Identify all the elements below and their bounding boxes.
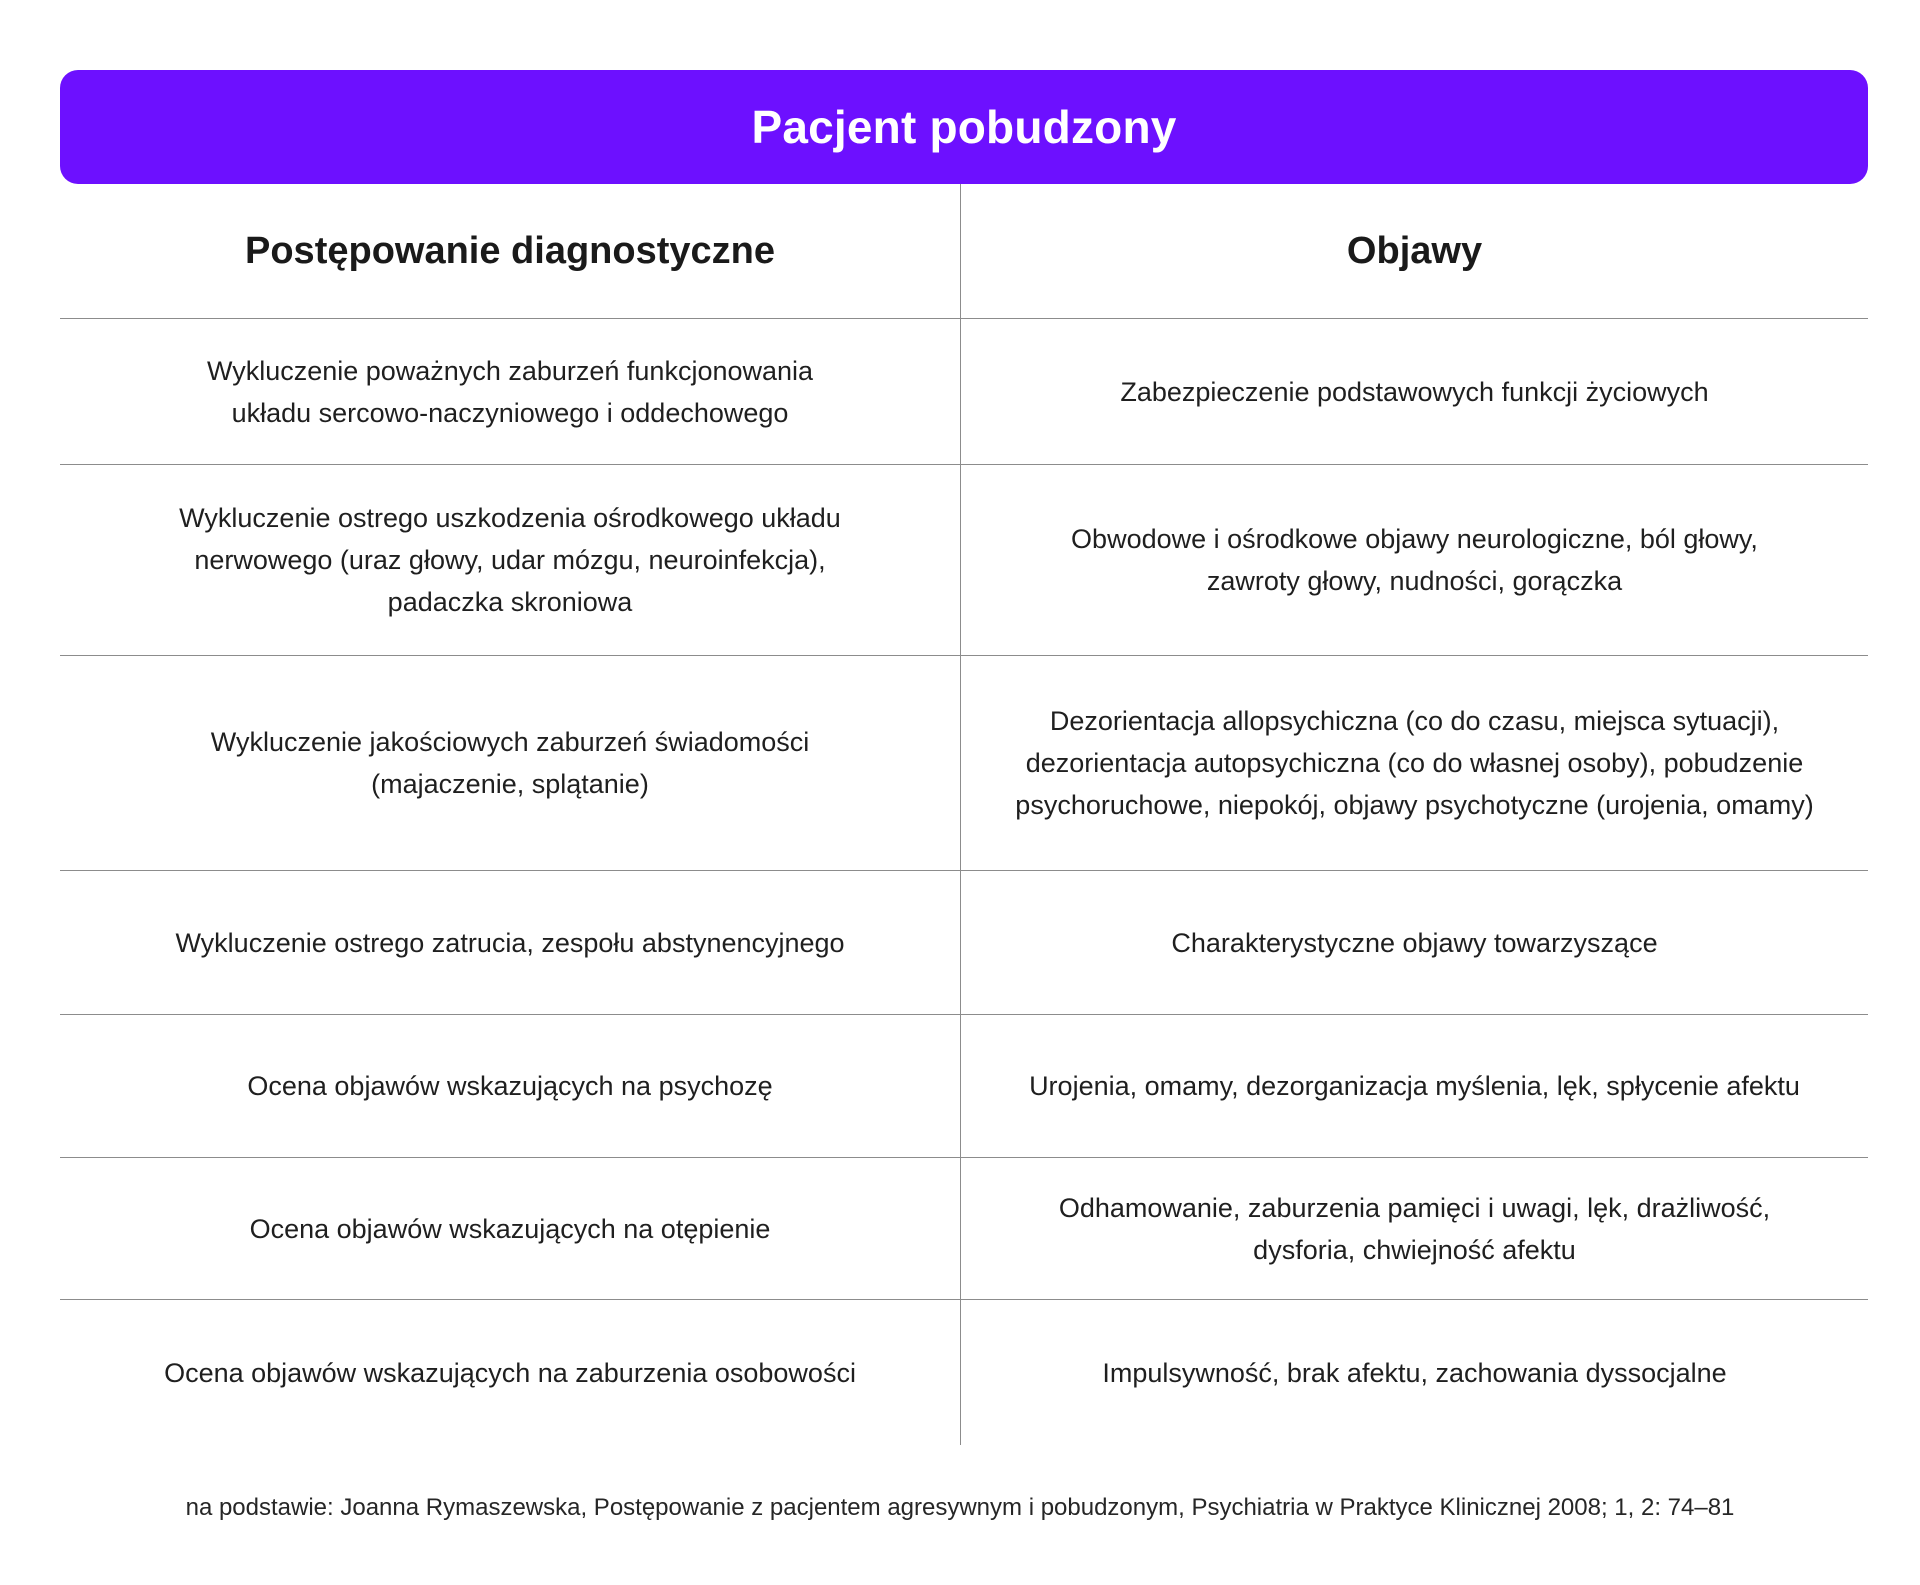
table-header-row	[60, 184, 1868, 319]
table-row	[60, 1158, 1868, 1300]
diagnostic-cell	[60, 871, 961, 1014]
title-banner	[60, 70, 1868, 184]
symptom-cell	[961, 1300, 1868, 1445]
diagnostic-cell	[60, 1300, 961, 1445]
symptom-cell	[961, 871, 1868, 1014]
diagnostic-cell	[60, 1015, 961, 1157]
diagnostic-text: Wykluczenie poważnych zaburzeń funkcjonowania układu sercowo-naczyniowego i oddechowego	[206, 355, 814, 428]
symptom-text: Odhamowanie, zaburzenia pamięci i uwagi, lęk, drażliwość, dysforia, chwiejność afektu	[1058, 1192, 1771, 1265]
table-row	[60, 319, 1868, 465]
diagnostic-text: Wykluczenie ostrego zatrucia, zespołu abstynencyjnego	[175, 927, 845, 958]
diagnostic-text: Wykluczenie ostrego uszkodzenia ośrodkowego układu nerwowego (uraz głowy, udar mózgu, neuroinfekcja), padaczka skroniowa	[179, 503, 841, 617]
diagnostic-cell	[60, 1158, 961, 1299]
symptom-text: Impulsywność, brak afektu, zachowania dyssocjalne	[1102, 1357, 1727, 1388]
symptom-cell	[961, 656, 1868, 870]
diagnostic-text: Ocena objawów wskazujących na otępienie	[249, 1213, 771, 1244]
symptom-cell	[961, 1158, 1868, 1299]
page-title: Pacjent pobudzony	[751, 101, 1177, 153]
symptom-text: Zabezpieczenie podstawowych funkcji życiowych	[1120, 376, 1709, 407]
diagnostic-cell	[60, 319, 961, 464]
symptom-text: Obwodowe i ośrodkowe objawy neurologiczne, ból głowy, zawroty głowy, nudności, gorączka	[1071, 524, 1758, 596]
symptom-cell	[961, 1015, 1868, 1157]
diagnostic-cell	[60, 656, 961, 870]
diagnostic-table	[60, 184, 1868, 1445]
column-header-symptoms: Objawy	[1346, 230, 1483, 272]
table-row	[60, 656, 1868, 871]
diagnostic-text: Ocena objawów wskazujących na zaburzenia osobowości	[164, 1357, 856, 1388]
column-header-diagnostics: Postępowanie diagnostyczne	[60, 184, 961, 318]
symptom-cell	[961, 465, 1868, 655]
diagnostic-text: Ocena objawów wskazujących na psychozę	[247, 1071, 773, 1101]
diagnostic-cell	[60, 465, 961, 655]
table-row	[60, 871, 1868, 1015]
symptom-cell	[961, 319, 1868, 464]
symptom-text: Charakterystyczne objawy towarzyszące	[1171, 927, 1658, 958]
symptom-text: Dezorientacja allopsychiczna (co do czasu, miejsca sytuacji), dezorientacja autopsychiczna (co do własnej osoby), pobudzenie psychoruchowe, niepokój, objawy psychotyczne (urojenia, omamy)	[1015, 706, 1814, 820]
table-row	[60, 465, 1868, 656]
table-row	[60, 1015, 1868, 1158]
symptom-text: Urojenia, omamy, dezorganizacja myślenia, lęk, spłycenie afektu	[1029, 1071, 1800, 1101]
diagnostic-text: Wykluczenie jakościowych zaburzeń świadomości (majaczenie, splątanie)	[210, 727, 810, 799]
table-row	[60, 1300, 1868, 1445]
source-citation: na podstawie: Joanna Rymaszewska, Postępowanie z pacjentem agresywnym i pobudzonym, Psychiatria w Praktyce Klinicznej 2008; 1, 2: 74–81	[185, 1494, 1735, 1521]
